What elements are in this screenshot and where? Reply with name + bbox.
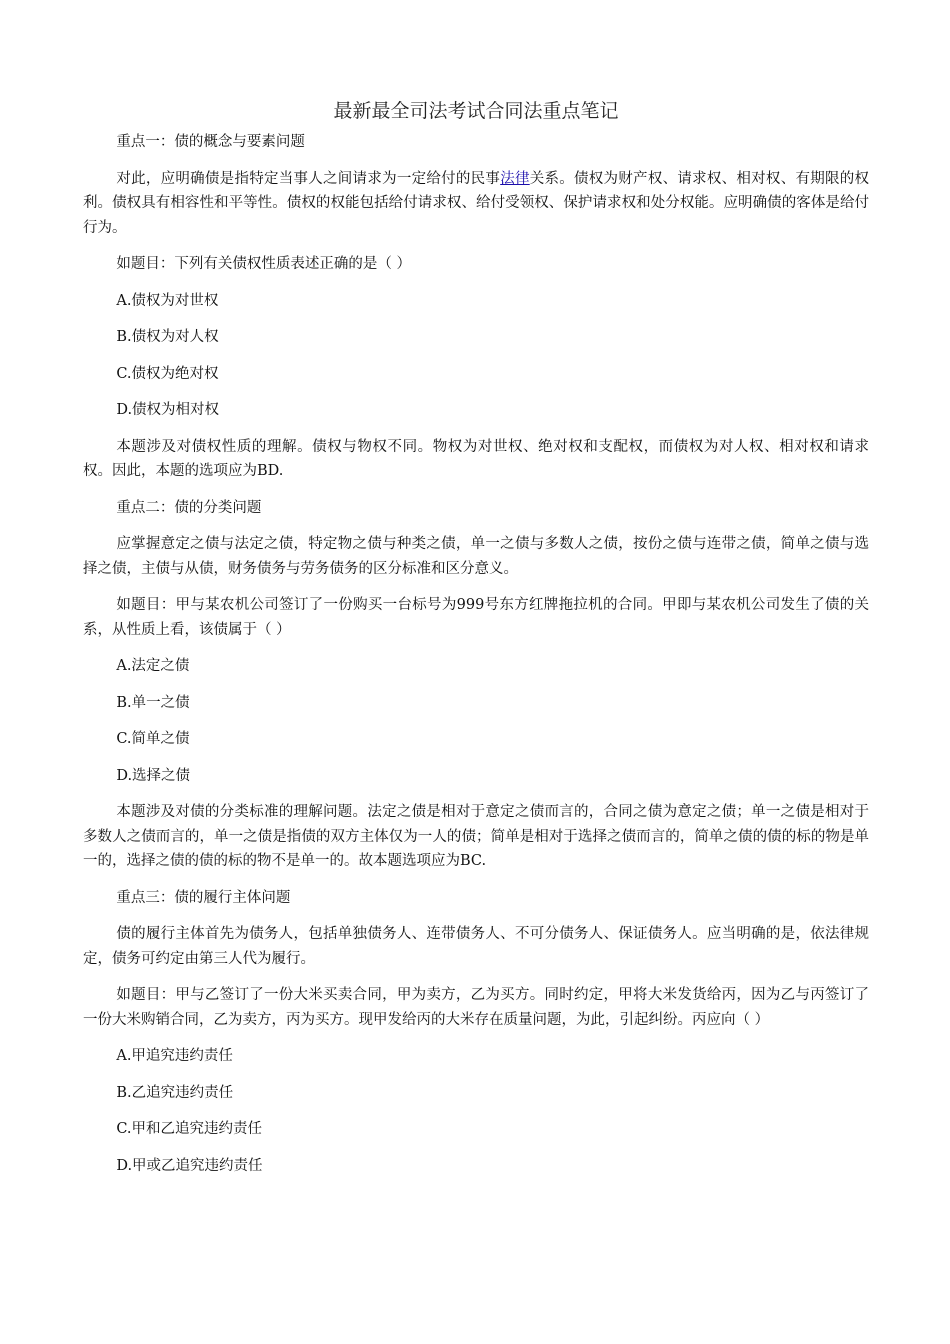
- question-text: 如题目：下列有关债权性质表述正确的是（ ）: [116, 256, 411, 272]
- section-heading: 重点一：债的概念与要素问题: [116, 134, 305, 150]
- section-heading: 重点二：债的分类问题: [116, 499, 262, 516]
- analysis-text: 本题涉及对债的分类标准的理解问题。法定之债是相对于意定之债而言的，合同之债为意定之债；单一之债是相对于多数人之债而言的，单一之债是指债的双方主体仅为一人的债；简单是相对于选择之债而言的，简单之债的债的标的物是单一的，选择之债的债的标的物不是单一的。故本题选项应为BC.: [83, 804, 869, 869]
- option-c: C.债权为绝对权: [116, 365, 219, 382]
- option-c: C.简单之债: [116, 731, 190, 747]
- option-a: A.债权为对世权: [116, 292, 219, 309]
- option-d: D.甲或乙追究违约责任: [116, 1157, 263, 1174]
- document-title: 最新最全司法考试合同法重点笔记: [333, 100, 619, 122]
- intro-text: 关系。债权为财产权、请求权、相对权、有期限的权利。债权具有相容性和平等性。债权的权能包括给付请求权、给付受领权、保护请求权和处分权能。应明确债的客体是给付行为。: [83, 170, 870, 236]
- section-intro: [83, 167, 869, 241]
- option-b: B.单一之债: [116, 694, 190, 711]
- document-page: [83, 96, 869, 1190]
- option-b: B.乙追究违约责任: [116, 1084, 234, 1101]
- option-b: B.债权为对人权: [116, 329, 219, 345]
- question-text: 如题目：甲与某农机公司签订了一份购买一台标号为999号东方红牌拖拉机的合同。甲即与某农机公司发生了债的关系，从性质上看，该债属于（ ）: [83, 597, 869, 638]
- section-intro: 应掌握意定之债与法定之债，特定物之债与种类之债，单一之债与多数人之债，按份之债与连带之债，简单之债与选择之债，主债与从债，财务债务与劳务债务的区分标准和区分意义。: [83, 536, 869, 577]
- intro-text: 对此，应明确债是指特定当事人之间请求为一定给付的民事: [116, 170, 501, 187]
- option-a: A.甲追究违约责任: [116, 1048, 233, 1064]
- analysis-text: 本题涉及对债权性质的理解。债权与物权不同。物权为对世权、绝对权和支配权，而债权为对人权、相对权和请求权。因此，本题的选项应为BD.: [83, 438, 869, 479]
- law-link[interactable]: 法律: [500, 170, 530, 187]
- section-heading: 重点三：债的履行主体问题: [116, 889, 291, 906]
- option-d: D.选择之债: [116, 767, 191, 784]
- option-d: D.债权为相对权: [116, 402, 220, 418]
- section-intro: 债的履行主体首先为债务人，包括单独债务人、连带债务人、不可分债务人、保证债务人。应当明确的是，依法律规定，债务可约定由第三人代为履行。: [83, 926, 869, 967]
- question-text: 如题目：甲与乙签订了一份大米买卖合同，甲为卖方，乙为买方。同时约定，甲将大米发货给丙，因为乙与丙签订了一份大米购销合同，乙为卖方，丙为买方。现甲发给丙的大米存在质量问题，为此，引起纠纷。丙应向（ ）: [83, 987, 869, 1028]
- option-a: A.法定之债: [116, 658, 190, 674]
- option-c: C.甲和乙追究违约责任: [116, 1121, 263, 1137]
